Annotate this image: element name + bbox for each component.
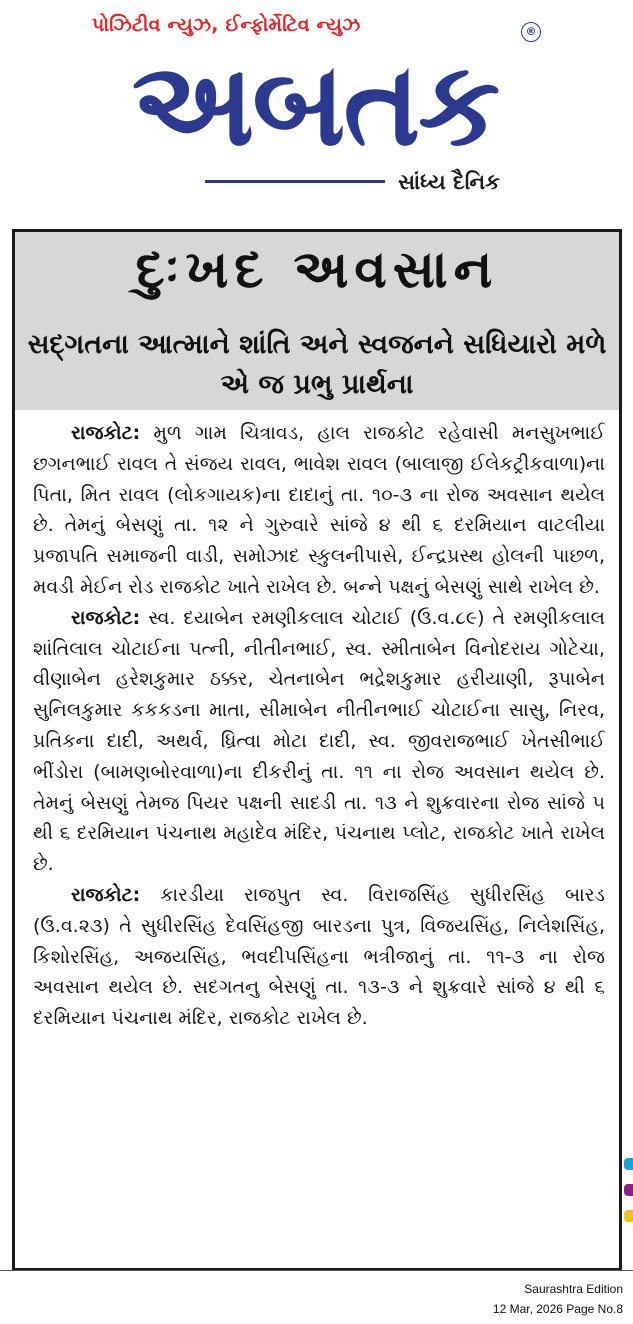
newspaper-logo: અબતક: [131, 37, 499, 172]
adjacent-page-edge: [624, 1158, 633, 1248]
edition-type: સાંધ્ય દૈનિક: [398, 170, 500, 194]
obituary-entry: [33, 418, 605, 603]
obituary-text: મુળ ગામ ચિત્રાવડ, હાલ રાજકોટ રહેવાસી મનસુખભાઈ છગનભાઈ રાવલ તે સંજય રાવલ, ભાવેશ રાવલ (બાલાજી ઈલેકટ્રીકવાળા)ના પિતા, મિત રાવલ (લોકગાયક)ના દાદાનું તા. ૧૦-૩ ના રોજ અવસાન થયેલ છે. તેમનું બેસણું તા. ૧૨ ને ગુરુવારે સાંજે ૪ થી ૬ દરમિયાન વાટલીયા પ્રજાપતિ સમાજની વાડી, સમોઝાદ સ્કુલનીપાસે, ઈન્દ્રપ્રસ્થ હોલની પાછળ, મવડી મેઈન રોડ રાજકોટ ખાતે રાખેલ છે. બન્ને પક્ષનું બેસણું સાથે રાખેલ છે.: [33, 422, 605, 598]
masthead-tagline: પોઝિટીવ ન્યુઝ, ઈન્ફોર્મેટિવ ન્યુઝ: [92, 14, 361, 36]
obituary-title: દુઃખદ અવસાન: [135, 240, 499, 300]
obituary-text: સ્વ. દયાબેન રમણીકલાલ ચોટાઈ (ઉ.વ.૮૯) તે રમણીકલાલ શાંતિલાલ ચોટાઈના પત્ની, નીતીનભાઈ, સ્વ. સ્મીતાબેન વિનોદરાય ગોટેચા, વીણાબેન હરેશકુમાર ઠક્કર, ચેતનાબેન ભદ્રેશકુમાર હરીયાણી, રૂપાબેન સુનિલકુમાર કકકડના માતા, સીમાબેન નીતીનભાઈ ચોટાઈના સાસુ, નિરવ, પ્રતિકના દાદી, અથર્વ, ધ્રિત્વા મોટા દાદી, સ્વ. જીવરાજભાઈ ખેતસીભાઈ ભીંડોરા (બામણબોરવાળા)ના દીકરીનું તા. ૧૧ ના રોજ અવસાન થયેલ છે. તેમનું બેસણું તેમજ પિયર પક્ષની સાદડી તા. ૧૩ ને શુક્રવારના રોજ સાંજે ૫ થી ૬ દરમિયાન પંચનાથ મહાદેવ મંદિર, પંચનાથ પ્લોટ, રાજકોટ ખાતે રાખેલ છે.: [33, 606, 605, 876]
logo-underline: [205, 180, 385, 183]
obituary-text: કારડીયા રાજપુત સ્વ. વિરાજસિંહ સુધીરસિંહ બારડ (ઉ.વ.૨૩) તે સુધીરસિંહ દેવસિંહજી બારડના પુત્ર, વિજયસિંહ, નિલેશસિંહ, કિશોરસિંહ, અજયસિંહ, ભવદીપસિંહના ભત્રીજાનું તા. ૧૧-૩ ના રોજ અવસાન થયેલ છે. સદગતનુ બેસણું તા. ૧૩-૩ ને શુક્રવારે સાંજે ૪ થી ૬ દરમિયાન પંચનાથ મંદિર, રાજકોટ રાખેલ છે.: [33, 883, 605, 1030]
registered-mark: ®: [521, 22, 541, 42]
obituary-notice-box: [12, 229, 622, 1271]
obituary-header: [15, 232, 619, 410]
masthead: [0, 0, 633, 210]
obituary-place: રાજકોટ:: [71, 422, 141, 444]
obituary-place: રાજકોટ:: [71, 606, 141, 629]
obituary-place: રાજકોટ:: [71, 883, 141, 906]
obituary-entry: [33, 880, 605, 1034]
obituary-body: [15, 410, 619, 1034]
obituary-subtitle: સદ્ગતના આત્માને શાંતિ અને સ્વજનને સધિયારો મળે એ જ પ્રભુ પ્રાર્થના: [27, 329, 607, 400]
obituary-entry: [33, 603, 605, 880]
footer-edition: Saurashtra Edition: [524, 1282, 623, 1296]
footer-date-page: 12 Mar, 2026 Page No.8: [492, 1302, 623, 1316]
footer-divider: [0, 1270, 633, 1271]
